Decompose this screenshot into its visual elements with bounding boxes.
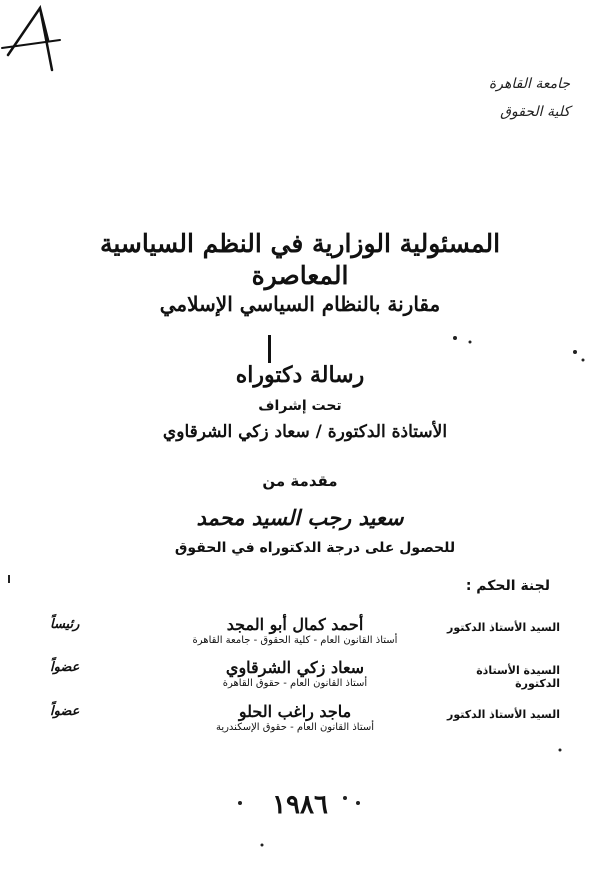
member-title: السيدة الأستاذة الدكتورة: [476, 664, 560, 690]
committee-member: [40, 658, 560, 698]
member-name: ماجد راغب الحلو: [238, 702, 352, 721]
member-role: عضواً: [50, 704, 80, 719]
supervisor-name: الأستاذة الدكتورة / سعاد زكي الشرقاوي: [162, 422, 448, 442]
committee-member: [40, 615, 560, 655]
degree-purpose: للحصول على درجة الدكتوراه في الحقوق: [174, 540, 456, 556]
divider-mark: [268, 335, 271, 363]
member-title: السيد الأستاذ الدكتور: [446, 708, 560, 721]
handwritten-corner-mark: [0, 0, 80, 90]
author-name: سعيد رجب السيد محمد: [196, 505, 404, 530]
member-affiliation: أستاذ القانون العام - حقوق الإسكندرية: [215, 722, 375, 733]
member-title: السيد الأستاذ الدكتور: [446, 621, 560, 634]
committee-member: [40, 702, 560, 742]
member-role: رئيساً: [50, 617, 80, 632]
presented-by-label: مقدمة من: [262, 472, 338, 490]
year: ١٩٨٦: [272, 790, 328, 820]
member-role: عضواً: [50, 660, 80, 675]
member-affiliation: أستاذ القانون العام - كلية الحقوق - جامعة القاهرة: [192, 635, 398, 646]
member-name: سعاد زكي الشرقاوي: [225, 658, 365, 677]
member-affiliation: أستاذ القانون العام - حقوق القاهرة: [222, 678, 368, 689]
member-name: أحمد كمال أبو المجد: [226, 615, 364, 634]
stamp-faculty: كلية الحقوق: [500, 104, 570, 120]
university-stamp: [410, 70, 570, 126]
supervision-label: تحت إشراف: [258, 398, 342, 414]
committee-heading: لجنة الحكم :: [465, 578, 550, 594]
thesis-title: المسئولية الوزارية في النظم السياسية المعاصرة: [99, 229, 501, 290]
thesis-type: رسالة دكتوراه: [235, 362, 365, 388]
stamp-university: جامعة القاهرة: [488, 76, 570, 92]
thesis-subtitle: مقارنة بالنظام السياسي الإسلامي: [159, 292, 441, 316]
